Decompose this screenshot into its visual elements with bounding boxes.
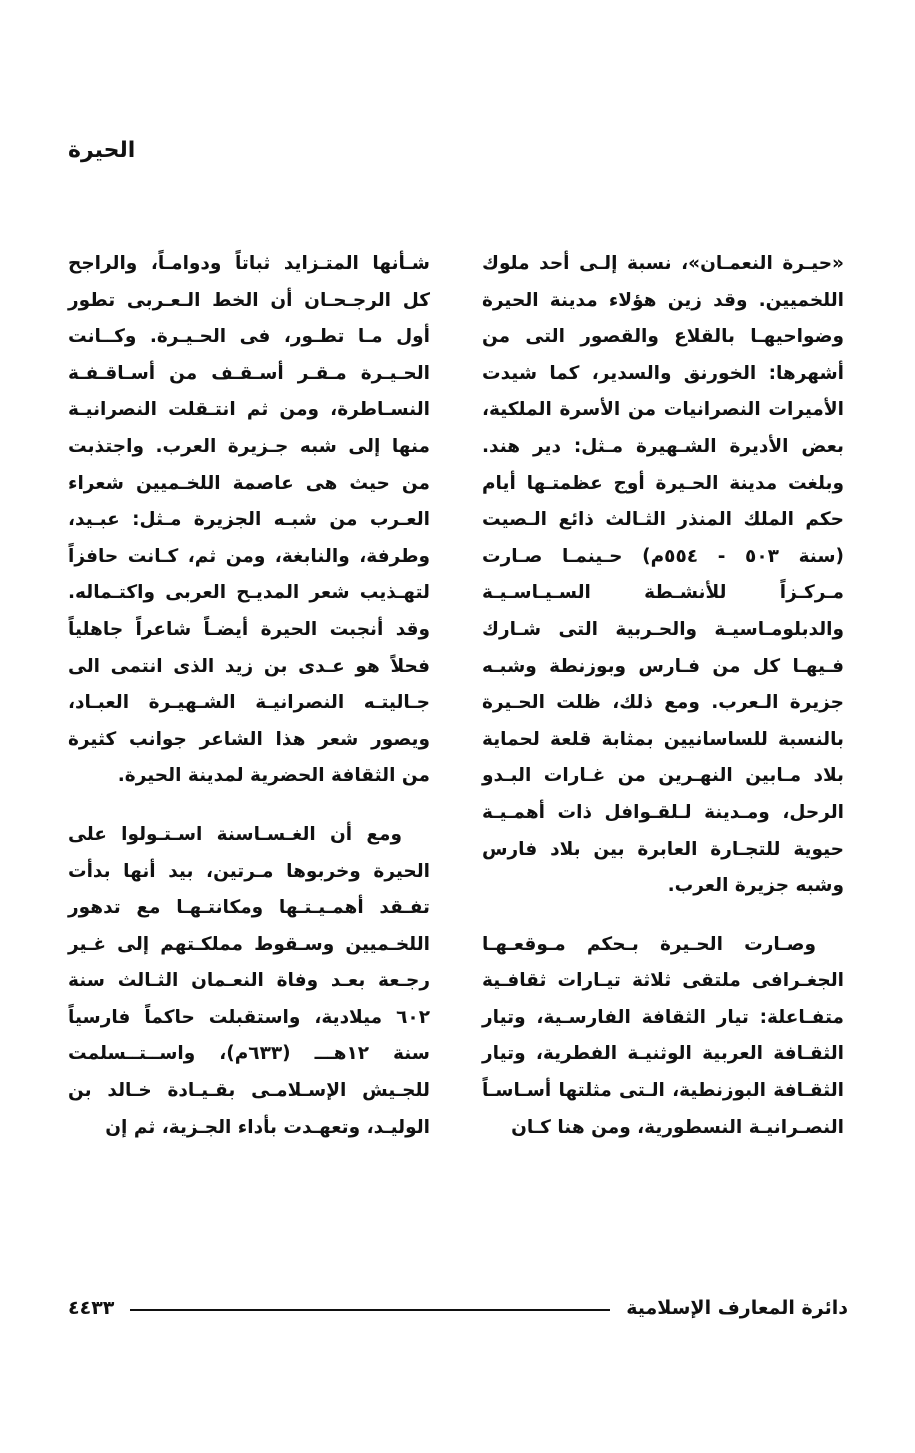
page-number: ٤٤٣٣ — [68, 1297, 115, 1319]
paragraph: ومع أن الغـسـاسنة اسـتـولوا على الحيرة وخربوها مـرتين، بيد أنها بدأت تفـقد أهمـيـتـها ومكانتـهـا مع تدهور اللخـميين وسـقوط مملكـتهم إلى غـير رجـعة بعـد وفاة النعـمان الثـالث سنة ٦٠٢ ميلادية، واستقبلت حاكماً فارسياً سنة ١٢هـــ (٦٣٣م)، واســتــسلمت للجـيش الإسـلامـى بقـيـادة خـالد بن الوليـد، وتعهـدت بأداء الجـزية، ثم إن — [68, 823, 430, 1138]
right-column — [482, 246, 844, 1146]
left-column — [68, 246, 430, 1146]
page-footer — [68, 1295, 848, 1321]
running-head: الحيرة — [68, 138, 136, 163]
paragraph: «حيـرة النعمـان»، نسبة إلـى أحد ملوك اللخميين. وقد زين هؤلاء مدينة الحيرة وضواحيهـا بالقلاع والقصور التى من أشهرها: الخورنق والسدير، كما شيدت الأميرات النصرانيات من الأسرة الملكية، بعض الأديرة الشـهيرة مـثل: دير هند. وبلغت مدينة الحـيرة أوج عظمتـها أيام حكم الملك المنذر الثـالث ذائع الـصيت (سنة ٥٠٣ - ٥٥٤م) حـينمـا صـارت مـركـزاً للأنشـطة السـيـاسـيـة والدبلومـاسيـة والحـربية التى شـارك فـيهـا كل من فـارس وبوزنطة وشبـه جزيرة الـعرب. ومع ذلك، ظلت الحـيرة بالنسبة للساسانيين بمثابة قلعة لحماية بلاد مـابين النهـرين من غـارات البـدو الرحل، ومـدينة لـلقـوافل ذات أهمـيـة حيوية للتجـارة العابرة بين بلاد فارس وشبه جزيرة العرب. — [482, 253, 844, 897]
footer-rule — [130, 1309, 610, 1311]
footer-title: دائرة المعارف الإسلامية — [626, 1297, 848, 1319]
paragraph: وصـارت الحـيرة بـحكم مـوقعـهـا الجغـرافى ملتقى ثلاثة تيـارات ثقافـية متفـاعلة: تيار الثقافة الفارسـية، وتيار الثقـافة العربية الوثنيـة الفطرية، وتيار الثقـافة البوزنطية، الـتى مثلتها أسـاسـاً النصـرانيـة النسطورية، ومن هنا كـان — [482, 933, 844, 1138]
paragraph: شـأنها المتـزايد ثباتاً ودوامـاً، والراجح كل الرجـحـان أن الخط الـعـربى تطور أول مـا تطـور، فى الحـيـرة. وكــانت الحـيـرة مـقـر أسـقـف من أسـاقـفـة النسـاطرة، ومن ثم انتـقلت النصرانيـة منها إلى شبه جـزيرة العرب. واجتذبت من حيث هى عاصمة اللخـميين شعراء العـرب من شبـه الجزيرة مـثل: عبـيد، وطرفة، والنابغة، ومن ثم، كـانت حافزاً لتهـذيب شعر المديـح العربى واكتـماله. وقد أنجبت الحيرة أيضـاً شاعراً جاهلياً فحلاً هو عـدى بن زيد الذى انتمى الى جـاليتـه النصرانيـة الشـهيـرة العبـاد، ويصور شعر هذا الشاعر جوانب كثيرة من الثقافة الحضرية لمدينة الحيرة. — [68, 253, 430, 787]
